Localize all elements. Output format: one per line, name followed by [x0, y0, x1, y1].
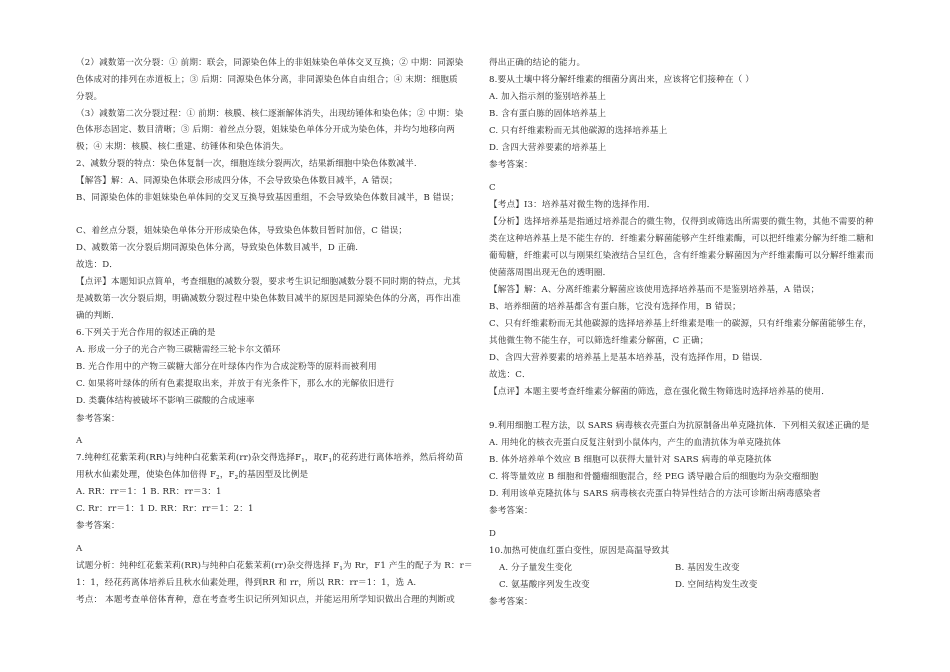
text-line: 其他微生物不能生存，可以筛选纤维素分解菌，C 正确； — [489, 336, 709, 346]
text-line: 类在这种培养基上是不能生存的．纤维素分解菌能够产生纤维素酶，可以把纤维素分解为纤维二糖和 — [489, 234, 874, 244]
analysis-line-1: 试题分析：纯种红花紫茉莉(RR)与纯种白花紫茉莉(rr)杂交得选择 $F_1$为 Rr，F1 产生的配子为 R：r＝ — [76, 561, 473, 572]
option-a: A. 形成一分子的光合产物三碳糖需经三轮卡尔文循环 — [76, 345, 281, 355]
option-a: A. 加入指示剂的鉴别培养基上 — [489, 92, 607, 102]
answer-value: A — [76, 544, 83, 554]
text-line: C、只有纤维素粉而无其他碳源的选择培养基上纤维素是唯一的碳源，只有纤维素分解菌能够生存， — [489, 319, 872, 329]
text-line: B、同源染色体的非姐妹染色单体间的交叉互换导致基因重组，不会导致染色体数目减半，B 错误； — [76, 193, 460, 203]
text-line: B、培养细菌的培养基都含有蛋白胨，它没有选择作用，B 错误； — [489, 302, 741, 312]
question-8-stem: 8.要从土壤中将分解纤维素的细菌分离出来，应该将它们接种在（ ） — [489, 75, 754, 85]
option-c: C. 将等量效应 B 细胞和骨髓瘤细胞混合，经 PEG 诱导融合后的细胞均为杂交瘤细胞 — [489, 472, 819, 482]
text-line: D、减数第一次分裂后期同源染色体分离，导致染色体数目减半，D 正确. — [76, 243, 359, 253]
option-a: A. 分子量发生变化 — [499, 563, 573, 573]
answer-value: D — [489, 529, 497, 539]
answer-heading: 参考答案： — [489, 506, 533, 516]
option-d: D. 含四大营养要素的培养基上 — [489, 143, 607, 153]
text-line: 【点评】本题主要考查纤维素分解菌的筛选，意在强化微生物筛选时选择培养基的使用． — [489, 387, 831, 397]
option-d: D. 类囊体结构被破坏不影响三碳酸的合成速率 — [76, 396, 255, 406]
text-line: 使菌落周围出现无色的透明圈． — [489, 268, 612, 278]
text-line: 2、减数分裂的特点：染色体复制一次，细胞连续分裂两次，结果新细胞中染色体数减半. — [76, 159, 417, 169]
text-line: 【解答】解：A、同源染色体联会形成四分体，不会导致染色体数目减半，A 错误； — [76, 176, 398, 186]
text-line: 色体成对的排列在赤道板上；③ 后期：同源染色体分离，非同源染色体自由组合；④ 末期：细胞质 — [76, 75, 458, 85]
text-line: 得出正确的结论的能力。 — [489, 58, 586, 68]
answer-heading: 参考答案： — [76, 414, 120, 424]
text-line: 【解答】解：A、分离纤维素分解菌应该使用选择培养基而不是鉴别培养基，A 错误； — [489, 285, 820, 295]
answer-value: A — [76, 436, 83, 446]
text-line: 葡萄糖，纤维素可以与刚果红染液结合呈红色，含有纤维素分解菌因为产纤维素酶可以分解纤维素而 — [489, 251, 874, 261]
question-10-stem: 10.加热可使血红蛋白变性，原因是高温导致其 — [489, 546, 670, 556]
text-line: C、着丝点分裂，姐妹染色单体分开形成染色体，导致染色体数目暂时加倍，C 错误； — [76, 226, 408, 236]
option-b: B. 基因发生改变 — [675, 563, 740, 573]
text-line: 确的判断． — [76, 311, 120, 321]
text-line: （2）减数第一次分裂：① 前期：联会，同源染色体上的非姐妹染色单体交叉互换；② 中期：同源染 — [76, 58, 464, 68]
option-d: D. 空间结构发生改变 — [675, 580, 758, 590]
question-9-stem: 9.利用细胞工程方法，以 SARS 病毒核衣壳蛋白为抗原制备出单克隆抗体．下列相关叙述正确的是 — [489, 421, 870, 431]
question-6-stem: 6.下列关于光合作用的叙述正确的是 — [76, 328, 216, 338]
answer-heading: 参考答案： — [489, 160, 533, 170]
option-b: B. 光合作用中的产物三碳糖大部分在叶绿体内作为合成淀粉等的原料而被利用 — [76, 362, 377, 372]
option-a: A. 用纯化的核衣壳蛋白反复注射到小鼠体内，产生的血清抗体为单克隆抗体 — [489, 438, 781, 448]
text-line: 极；④ 末期：核膜、核仁重建、纺锤体和染色体消失。 — [76, 142, 289, 152]
text-line: 【考点】I3：培养基对微生物的选择作用． — [489, 200, 656, 210]
text-line: 【分析】选择培养基是指通过培养混合的微生物，仅得到或筛选出所需要的微生物，其他不需要的种 — [489, 217, 874, 227]
options-cd: C. Rr：rr＝1：1 D. RR：Rr：rr＝1：2：1 — [76, 504, 254, 514]
text-line: 故选：D． — [76, 260, 119, 270]
text-line: D、含四大营养要素的培养基上是基本培养基，没有选择作用，D 错误． — [489, 353, 769, 363]
question-7-stem-line-1: 7.纯种红花紫茉莉(RR)与纯种白花紫茉莉(rr)杂交得选择$F_1$，取$F_1$的花药进行离体培养，然后将幼苗 — [76, 453, 464, 464]
text-line: 【点评】本题知识点简单，考查细胞的减数分裂，要求考生识记细胞减数分裂不同时期的特点，尤其 — [76, 277, 461, 287]
options-ab: A. RR：rr＝1：1 B. RR：rr＝3：1 — [76, 487, 222, 497]
option-d: D. 利用该单克隆抗体与 SARS 病毒核衣壳蛋白特异性结合的方法可诊断出病毒感染者 — [489, 489, 821, 499]
answer-heading: 参考答案： — [76, 521, 120, 531]
option-b: B. 含有蛋白胨的固体培养基上 — [489, 109, 607, 119]
answer-heading: 参考答案： — [489, 597, 533, 607]
option-c: C. 只有纤维素粉而无其他碳源的选择培养基上 — [489, 126, 668, 136]
text-line: 故选：C． — [489, 370, 531, 380]
option-c: C. 如果将叶绿体的所有色素提取出来，并放于有光条件下，那么水的光解依旧进行 — [76, 379, 395, 389]
option-b: B. 体外培养单个效应 B 细胞可以获得大量针对 SARS 病毒的单克隆抗体 — [489, 455, 772, 465]
text-line: 色体形态固定、数目清晰；③ 后期：着丝点分裂，姐妹染色单体分开成为染色体，并均匀地移向两 — [76, 125, 455, 135]
option-c: C. 氨基酸序列发生改变 — [499, 580, 590, 590]
analysis-line-2: 1：1，经花药离体培养后且秋水仙素处理，得到RR 和 rr，所以 RR：rr＝1：1，选 A. — [76, 578, 417, 588]
text-line: 是减数第一次分裂后期，明确减数分裂过程中染色体数目减半的原因是同源染色体的分离，再作出准 — [76, 294, 461, 304]
analysis-line-3: 考点： 本题考查单倍体育种，意在考查考生识记所列知识点，并能运用所学知识做出合理的判断或 — [76, 595, 455, 605]
answer-value: C — [489, 183, 496, 193]
text-line: 分裂。 — [76, 92, 103, 102]
question-7-stem-line-2: 用秋水仙素处理，使染色体加倍得 $F_2$，$F_2$的基因型及比例是 — [76, 470, 309, 481]
text-line: （3）减数第二次分裂过程：① 前期：核膜、核仁逐渐解体消失，出现纺锤体和染色体；② 中期：染 — [76, 109, 464, 119]
